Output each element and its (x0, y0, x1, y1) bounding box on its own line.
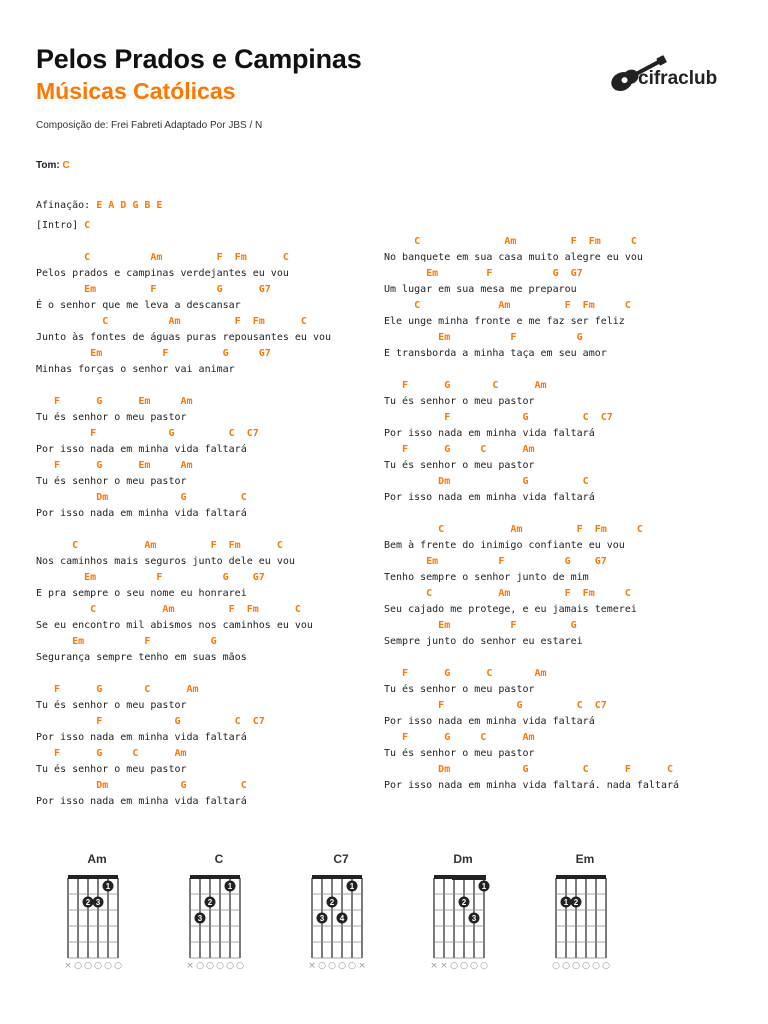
lyric-line (384, 778, 679, 794)
chord-line[interactable]: C Am F Fm C (36, 604, 301, 615)
open-string-marker: ○ (552, 961, 560, 970)
lyric-text: Por isso nada em minha vida faltará (36, 732, 247, 743)
tuning-info (36, 198, 162, 214)
lyric-text: Por isso nada em minha vida faltará (384, 492, 595, 503)
chord-line[interactable]: Em F G (384, 332, 583, 343)
chord-line[interactable]: Em F G (36, 636, 217, 647)
song-title: Pelos Prados e Campinas (36, 44, 362, 74)
finger-number: 1 (481, 882, 487, 891)
lyric-text: Se eu encontro mil abismos nos caminhos eu vou (36, 620, 313, 631)
chord-line[interactable]: F G C Am (36, 684, 199, 695)
lyric-text: É o senhor que me leva a descansar (36, 300, 241, 311)
barre (452, 875, 486, 880)
muted-string-marker: × (186, 961, 194, 970)
chord-line[interactable]: C Am F Fm C (36, 316, 307, 327)
nut (556, 875, 606, 879)
lyric-line (36, 330, 331, 346)
lyric-line (36, 298, 331, 314)
open-string-marker: ○ (460, 961, 468, 970)
chord-diagram-name: Dm (453, 852, 473, 866)
open-string-marker: ○ (602, 961, 610, 970)
lyric-line (36, 474, 331, 490)
finger-number: 2 (573, 898, 579, 907)
chord-line[interactable]: C Am F Fm C (384, 236, 637, 247)
chord-line[interactable]: C Am F Fm C (384, 588, 631, 599)
chord-diagram-c7[interactable] (306, 852, 396, 972)
chord-line[interactable]: F G C Am (384, 732, 535, 743)
lyrics-column-right (384, 234, 679, 794)
fretboard-grid (306, 870, 386, 970)
lyric-line (36, 362, 331, 378)
tuning-label: Afinação: (36, 200, 91, 211)
finger-number: 1 (563, 898, 569, 907)
finger-number: 1 (349, 882, 355, 891)
lyric-line (36, 410, 331, 426)
finger-number: 3 (319, 914, 325, 923)
chord-line[interactable]: C Am F Fm C (36, 252, 289, 263)
chord-line[interactable]: F G C Am (384, 668, 547, 679)
lyric-line (36, 650, 331, 666)
finger-number: 3 (95, 898, 101, 907)
open-string-marker: ○ (94, 961, 102, 970)
lyric-text: Minhas forças o senhor vai animar (36, 364, 235, 375)
lyric-text: Tu és senhor o meu pastor (36, 412, 187, 423)
chord-line[interactable]: F G C C7 (36, 716, 265, 727)
lyric-text: Por isso nada em minha vida faltará. nada faltará (384, 780, 680, 791)
lyric-line (36, 554, 331, 570)
lyric-text: Tu és senhor o meu pastor (384, 748, 535, 759)
chord-line[interactable]: Em F G G7 (384, 556, 607, 567)
lyric-text: Ele unge minha fronte e me faz ser feliz (384, 316, 625, 327)
chord-line[interactable]: F G C C7 (384, 412, 613, 423)
chord-diagram-name: C7 (333, 852, 349, 866)
lyric-text: Tu és senhor o meu pastor (384, 460, 535, 471)
lyric-line (36, 618, 331, 634)
lyric-line (384, 714, 679, 730)
chord-line[interactable]: F G C Am (36, 748, 187, 759)
lyric-line (384, 570, 679, 586)
lyric-text: Bem à frente do inimigo confiante eu vou (384, 540, 625, 551)
open-string-marker: ○ (236, 961, 244, 970)
blank-line (384, 362, 679, 378)
finger-number: 1 (227, 882, 233, 891)
open-string-marker: ○ (572, 961, 580, 970)
lyric-text: No banquete em sua casa muito alegre eu vou (384, 252, 643, 263)
finger-number: 2 (85, 898, 91, 907)
lyric-text: Segurança sempre tenho em suas mãos (36, 652, 247, 663)
chord-line[interactable]: F G C Am (384, 380, 547, 391)
lyric-line (36, 762, 331, 778)
finger-number: 4 (339, 914, 345, 923)
open-string-marker: ○ (196, 961, 204, 970)
open-string-marker: ○ (328, 961, 336, 970)
chord-line[interactable]: C Am F Fm C (384, 300, 631, 311)
chord-diagram-am[interactable] (62, 852, 152, 972)
chord-diagram-name: Em (575, 852, 595, 866)
lyric-text: Tu és senhor o meu pastor (36, 476, 187, 487)
open-string-marker: ○ (450, 961, 458, 970)
lyric-text: Por isso nada em minha vida faltará (384, 428, 595, 439)
lyric-line (384, 682, 679, 698)
lyric-line (384, 346, 679, 362)
chord-line[interactable]: Dm G C F C (384, 764, 673, 775)
chord-line[interactable]: F G Em Am (36, 460, 193, 471)
lyric-text: Por isso nada em minha vida faltará (36, 796, 247, 807)
nut (68, 875, 118, 879)
lyric-line (36, 586, 331, 602)
lyric-line (36, 506, 331, 522)
lyric-line (36, 698, 331, 714)
finger-number: 2 (207, 898, 213, 907)
open-string-marker: ○ (562, 961, 570, 970)
open-string-marker: ○ (592, 961, 600, 970)
open-string-marker: ○ (114, 961, 122, 970)
chord-diagram-dm[interactable] (428, 852, 518, 972)
finger-number: 3 (197, 914, 203, 923)
open-string-marker: ○ (470, 961, 478, 970)
muted-string-marker: × (308, 961, 316, 970)
lyric-line (384, 634, 679, 650)
lyric-text: [Intro] (36, 220, 85, 231)
blank-line (384, 650, 679, 666)
cifraclub-logo[interactable] (606, 48, 720, 96)
muted-string-marker: × (64, 961, 72, 970)
fretboard-grid (184, 870, 264, 970)
open-string-marker: ○ (104, 961, 112, 970)
blank-line (36, 666, 331, 682)
lyric-text: Por isso nada em minha vida faltará (384, 716, 595, 727)
lyric-text: E transborda a minha taça em seu amor (384, 348, 607, 359)
open-string-marker: ○ (318, 961, 326, 970)
lyric-text: Seu cajado me protege, e eu jamais temerei (384, 604, 637, 615)
chord-line[interactable]: Em F G G7 (36, 572, 265, 583)
chord-line[interactable]: F G C Am (384, 444, 535, 455)
lyric-line (384, 602, 679, 618)
finger-number: 3 (471, 914, 477, 923)
logo-text: cifraclub (638, 68, 718, 89)
chord-line[interactable]: F G C C7 (36, 428, 259, 439)
tuning-value: E A D G B E (96, 200, 163, 211)
chord-diagram-em[interactable] (550, 852, 640, 972)
chord-line[interactable]: C Am F Fm C (384, 524, 643, 535)
lyric-text: Junto às fontes de águas puras repousantes eu vou (36, 332, 332, 343)
lyric-text: Por isso nada em minha vida faltará (36, 508, 247, 519)
lyric-text: Pelos prados e campinas verdejantes eu vou (36, 268, 289, 279)
chord-line[interactable]: C Am F Fm C (36, 540, 283, 551)
lyrics-column-left (36, 218, 331, 810)
open-string-marker: ○ (84, 961, 92, 970)
muted-string-marker: × (358, 961, 366, 970)
chord-diagram-name: Am (87, 852, 107, 866)
chord-line[interactable]: Em F G G7 (384, 268, 583, 279)
lyric-text: Sempre junto do senhor eu estarei (384, 636, 583, 647)
lyric-line (384, 394, 679, 410)
key-value[interactable]: C (62, 160, 70, 171)
lyric-text: Um lugar em sua mesa me preparou (384, 284, 577, 295)
muted-string-marker: × (430, 961, 438, 970)
lyric-text: Por isso nada em minha vida faltará (36, 444, 247, 455)
open-string-marker: ○ (338, 961, 346, 970)
lyric-line (384, 490, 679, 506)
chord-diagram-name: C (214, 852, 224, 866)
lyric-line (36, 442, 331, 458)
lyric-line (36, 794, 331, 810)
chord-line[interactable]: F G Em Am (36, 396, 193, 407)
lyric-text: Nos caminhos mais seguros junto dele eu vou (36, 556, 295, 567)
lyric-line (384, 314, 679, 330)
key-label: Tom: (36, 160, 60, 171)
lyric-line (36, 730, 331, 746)
finger-number: 1 (105, 882, 111, 891)
artist-name[interactable]: Músicas Católicas (36, 78, 236, 104)
open-string-marker: ○ (480, 961, 488, 970)
lyric-line (36, 266, 331, 282)
chord-line[interactable]: Em F G G7 (36, 284, 271, 295)
composer-credit: Composição de: Frei Fabreti Adaptado Por JBS / N (36, 120, 263, 131)
key-info (36, 160, 70, 171)
chord-line[interactable]: Dm G C (384, 476, 589, 487)
nut (190, 875, 240, 879)
fretboard-grid (428, 870, 508, 970)
chord-line[interactable]: Em F G G7 (36, 348, 271, 359)
lyric-line (384, 746, 679, 762)
lyric-line (384, 458, 679, 474)
blank-line (36, 522, 331, 538)
finger-number: 2 (329, 898, 335, 907)
chord-line[interactable]: Dm G C (36, 780, 247, 791)
lyric-text: Tu és senhor o meu pastor (384, 396, 535, 407)
fretboard-grid (550, 870, 630, 970)
lyric-text: Tenho sempre o senhor junto de mim (384, 572, 589, 583)
lyric-text: Tu és senhor o meu pastor (36, 700, 187, 711)
chord-inline[interactable]: C (84, 220, 91, 231)
lyric-text: E pra sempre o seu nome eu honrarei (36, 588, 247, 599)
open-string-marker: ○ (216, 961, 224, 970)
lyric-line (36, 218, 331, 234)
open-string-marker: ○ (348, 961, 356, 970)
chord-line[interactable]: Dm G C (36, 492, 247, 503)
chord-diagram-c[interactable] (184, 852, 274, 972)
chord-line[interactable]: F G C C7 (384, 700, 607, 711)
guitar-icon (606, 48, 720, 96)
open-string-marker: ○ (74, 961, 82, 970)
open-string-marker: ○ (226, 961, 234, 970)
open-string-marker: ○ (206, 961, 214, 970)
nut (312, 875, 362, 879)
lyric-line (384, 250, 679, 266)
blank-line (36, 234, 331, 250)
open-string-marker: ○ (582, 961, 590, 970)
muted-string-marker: × (440, 961, 448, 970)
lyric-line (384, 282, 679, 298)
blank-line (36, 378, 331, 394)
blank-line (384, 506, 679, 522)
lyric-text: Tu és senhor o meu pastor (384, 684, 535, 695)
finger-number: 2 (461, 898, 467, 907)
lyric-text: Tu és senhor o meu pastor (36, 764, 187, 775)
lyric-line (384, 426, 679, 442)
chord-line[interactable]: Em F G (384, 620, 577, 631)
fretboard-grid (62, 870, 142, 970)
lyric-line (384, 538, 679, 554)
